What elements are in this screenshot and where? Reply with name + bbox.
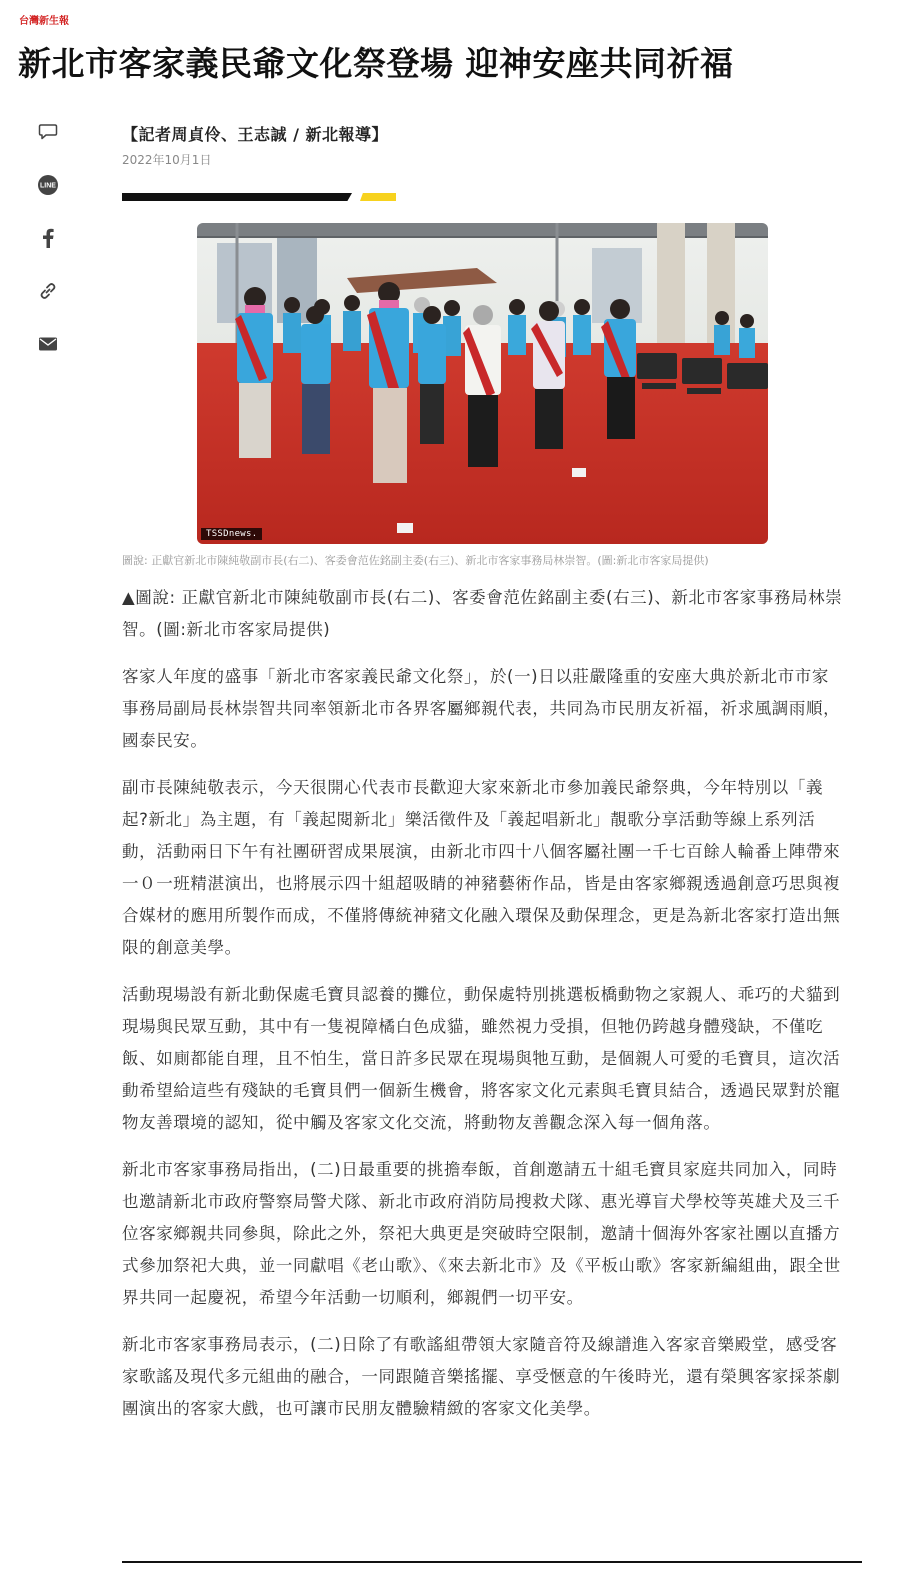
article-paragraph: ▲圖說: 正獻官新北市陳純敬副市長(右二)、客委會范佐銘副主委(右三)、新北市客家事務局林崇智。(圖:新北市客家局提供) [122,588,843,639]
photo-caption: 圖說: 正獻官新北市陳純敬副市長(右二)、客委會范佐銘副主委(右三)、新北市客家事務局林崇智。(圖:新北市客家局提供) [122,554,709,567]
site-logo[interactable]: 台灣新生報 [19,16,69,27]
link-icon [37,280,59,302]
article-byline: 【記者周貞伶、王志誠 / 新北報導】 [122,125,388,144]
article-paragraph: 客家人年度的盛事「新北市客家義民爺文化祭」，於(一)日以莊嚴隆重的安座大典於新北市市家事務局副局長林崇智共同率領新北市各界客屬鄉親代表，共同為市民朋友祈福，祈求風調雨順，國泰民安。 [122,667,841,750]
title-rule-black [122,193,352,201]
line-share-button[interactable] [34,171,62,199]
facebook-share-button[interactable] [34,224,62,252]
comment-icon [38,123,58,141]
article-headline: 新北市客家義民爺文化祭登場 迎神安座共同祈福 [18,44,734,83]
article-paragraph: 新北市客家事務局表示，(二)日除了有歌謠組帶領大家隨音符及線譜進入客家音樂殿堂，感受客家歌謠及現代多元組曲的融合，一同跟隨音樂搖擺、享受愜意的午後時光，還有榮興客家採茶劇團演出的客家大戲，也可讓市民朋友體驗精緻的客家文化美學。 [122,1335,841,1418]
photo-watermark: TSSDnews. [201,528,262,540]
title-rule-yellow [360,193,396,201]
share-bar [34,118,62,383]
comment-button[interactable] [34,118,62,146]
facebook-icon [41,228,55,248]
article-photo [197,223,768,544]
bottom-divider [122,1561,862,1563]
article-body [122,582,844,1440]
line-badge-text: LINE [40,182,56,190]
article-paragraph: 活動現場設有新北動保處毛寶貝認養的攤位，動保處特別挑選板橋動物之家親人、乖巧的犬貓到現場與民眾互動，其中有一隻視障橘白色成貓，雖然視力受損，但牠仍跨越身體殘缺，不僅吃飯、如廁都能自理，且不怕生，當日許多民眾在現場與牠互動，是個親人可愛的毛寶貝，這次活動希望給這些有殘缺的毛寶貝們一個新生機會，將客家文化元素與毛寶貝結合，透過民眾對於寵物友善環境的認知，從中觸及客家文化交流，將動物友善觀念深入每一個角落。 [122,985,841,1132]
mail-icon [38,336,58,352]
copy-link-button[interactable] [34,277,62,305]
line-icon [37,174,59,196]
article-paragraph: 新北市客家事務局指出，(二)日最重要的挑擔奉飯，首創邀請五十組毛寶貝家庭共同加入，同時也邀請新北市政府警察局警犬隊、新北市政府消防局搜救犬隊、惠光導盲犬學校等英雄犬及三千位客家鄉親共同參與，除此之外，祭祀大典更是突破時空限制，邀請十個海外客家社團以直播方式參加祭祀大典，並一同獻唱《老山歌》、《來去新北市》及《平板山歌》客家新編組曲，跟全世界共同一起慶祝，希望今年活動一切順利，鄉親們一切平安。 [122,1160,841,1307]
article-paragraph: 副市長陳純敬表示，今天很開心代表市長歡迎大家來新北市參加義民爺祭典，今年特別以「義起?新北」為主題，有「義起閱新北」樂活徵件及「義起唱新北」靚歌分享活動等線上系列活動，活動兩日下午有社團研習成果展演，由新北市四十八個客屬社團一千七百餘人輪番上陣帶來一０一班精湛演出，也將展示四十組超吸睛的神豬藝術作品，皆是由客家鄉親透過創意巧思與複合媒材的應用所製作而成，不僅將傳統神豬文化融入環保及動保理念，更是為新北客家打造出無限的創意美學。 [122,778,841,957]
mail-share-button[interactable] [34,330,62,358]
article-date: 2022年10月1日 [122,153,212,167]
ceremony-photo-illustration [197,223,768,544]
